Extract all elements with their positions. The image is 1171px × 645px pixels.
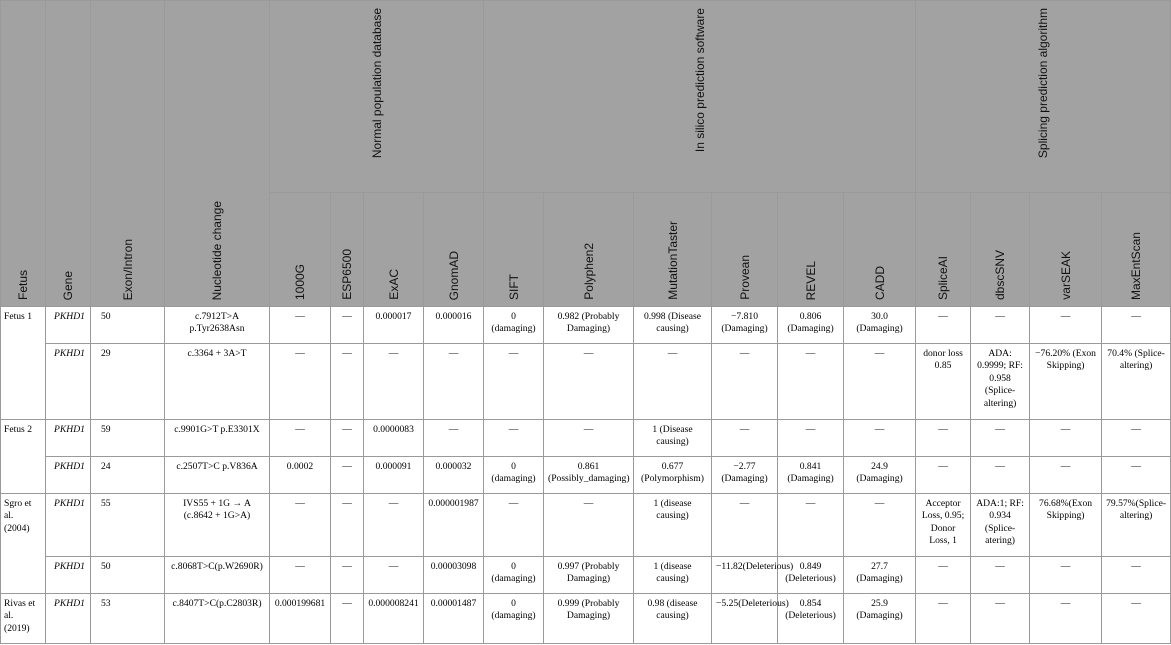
cell-provean: —	[712, 344, 778, 420]
cell-provean: —	[712, 494, 778, 557]
cell-spliceai: —	[916, 557, 971, 594]
cell-exon: 50	[91, 557, 165, 594]
cell-polyphen2: 0.861 (Possibly_damaging)	[544, 457, 634, 494]
cell-cadd: —	[844, 420, 916, 457]
cell-exon: 53	[91, 594, 165, 644]
cell-gene: PKHD1	[46, 307, 91, 344]
cell-1000g: 0.0002	[270, 457, 331, 494]
cell-maxentscan: —	[1102, 457, 1171, 494]
cell-provean: −2.77 (Damaging)	[712, 457, 778, 494]
cell-varseak: —	[1030, 457, 1102, 494]
header-esp6500: ESP6500	[331, 193, 364, 307]
header-polyphen2: Polyphen2	[544, 193, 634, 307]
cell-provean: −5.25(Deleterious)	[712, 594, 778, 644]
cell-1000g: —	[270, 307, 331, 344]
cell-varseak: −76.20% (Exon Skipping)	[1030, 344, 1102, 420]
cell-sift: 0 (damaging)	[484, 557, 544, 594]
header-maxentscan: MaxEntScan	[1102, 193, 1171, 307]
cell-sift: —	[484, 420, 544, 457]
cell-gnomad: 0.000016	[424, 307, 484, 344]
cell-provean: —	[712, 420, 778, 457]
cell-cadd: —	[844, 344, 916, 420]
cell-varseak: —	[1030, 420, 1102, 457]
cell-gene: PKHD1	[46, 594, 91, 644]
cell-gnomad: —	[424, 344, 484, 420]
header-fetus: Fetus	[1, 1, 46, 307]
cell-esp6500: —	[331, 344, 364, 420]
cell-maxentscan: —	[1102, 557, 1171, 594]
cell-exon: 29	[91, 344, 165, 420]
header-revel: REVEL	[778, 193, 844, 307]
cell-maxentscan: —	[1102, 307, 1171, 344]
cell-1000g: —	[270, 494, 331, 557]
cell-revel: 0.841 (Damaging)	[778, 457, 844, 494]
cell-gene: PKHD1	[46, 494, 91, 557]
cell-exac: —	[364, 494, 424, 557]
cell-spliceai: —	[916, 594, 971, 644]
cell-gnomad: 0.00003098	[424, 557, 484, 594]
cell-mutationtaster: 0.677 (Polymorphism)	[634, 457, 712, 494]
cell-revel: 0.806 (Damaging)	[778, 307, 844, 344]
cell-nucleotide: c.3364 + 3A>T	[165, 344, 270, 420]
cell-maxentscan: —	[1102, 594, 1171, 644]
cell-gene: PKHD1	[46, 557, 91, 594]
cell-1000g: —	[270, 344, 331, 420]
cell-nucleotide: IVS55 + 1G → A (c.8642 + 1G>A)	[165, 494, 270, 557]
table-row	[1, 344, 1171, 420]
cell-provean: −11.82(Deleterious)	[712, 557, 778, 594]
cell-exac: 0.000091	[364, 457, 424, 494]
cell-polyphen2: 0.997 (Probably Damaging)	[544, 557, 634, 594]
cell-polyphen2: 0.982 (Probably Damaging)	[544, 307, 634, 344]
cell-polyphen2: —	[544, 420, 634, 457]
cell-cadd: 25.9 (Damaging)	[844, 594, 916, 644]
cell-esp6500: —	[331, 420, 364, 457]
cell-polyphen2: 0.999 (Probably Damaging)	[544, 594, 634, 644]
cell-exac: —	[364, 344, 424, 420]
header-group-insilico: In silico prediction software	[484, 1, 916, 193]
cell-exon: 50	[91, 307, 165, 344]
header-exon-intron: Exon/Intron	[91, 1, 165, 307]
cell-mutationtaster: 0.998 (Disease causing)	[634, 307, 712, 344]
cell-sift: 0 (damaging)	[484, 594, 544, 644]
cell-provean: −7.810 (Damaging)	[712, 307, 778, 344]
cell-mutationtaster: 1 (disease causing)	[634, 494, 712, 557]
cell-sift: —	[484, 344, 544, 420]
header-provean: Provean	[712, 193, 778, 307]
fetus-label: Rivas et al. (2019)	[1, 594, 46, 644]
table-row	[1, 494, 1171, 557]
cell-cadd: 24.9 (Damaging)	[844, 457, 916, 494]
cell-cadd: 27.7 (Damaging)	[844, 557, 916, 594]
fetus-label: Fetus 2	[1, 420, 46, 494]
cell-dbscsnv: —	[971, 457, 1030, 494]
header-exac: ExAC	[364, 193, 424, 307]
header-1000g: 1000G	[270, 193, 331, 307]
header-dbscsnv: dbscSNV	[971, 193, 1030, 307]
header-sift: SIFT	[484, 193, 544, 307]
cell-cadd: 30.0 (Damaging)	[844, 307, 916, 344]
cell-exac: 0.000008241	[364, 594, 424, 644]
table-row	[1, 420, 1171, 457]
header-group-splicing: Splicing prediction algorithm	[916, 1, 1171, 193]
header-gene: Gene	[46, 1, 91, 307]
cell-gnomad: 0.00001487	[424, 594, 484, 644]
cell-maxentscan: 79.57%(Splice-altering)	[1102, 494, 1171, 557]
cell-mutationtaster: 1 (Disease causing)	[634, 420, 712, 457]
cell-sift: 0 (damaging)	[484, 457, 544, 494]
cell-1000g: —	[270, 557, 331, 594]
cell-spliceai: —	[916, 420, 971, 457]
cell-exon: 55	[91, 494, 165, 557]
cell-dbscsnv: ADA: 0.9999; RF: 0.958 (Splice-altering)	[971, 344, 1030, 420]
cell-revel: 0.854 (Deleterious)	[778, 594, 844, 644]
header-cadd: CADD	[844, 193, 916, 307]
cell-cadd: —	[844, 494, 916, 557]
cell-dbscsnv: —	[971, 594, 1030, 644]
cell-varseak: 76.68%(Exon Skipping)	[1030, 494, 1102, 557]
cell-exon: 24	[91, 457, 165, 494]
cell-mutationtaster: 1 (disease causing)	[634, 557, 712, 594]
cell-gene: PKHD1	[46, 420, 91, 457]
cell-esp6500: —	[331, 307, 364, 344]
header-spliceai: SpliceAI	[916, 193, 971, 307]
cell-exon: 59	[91, 420, 165, 457]
cell-dbscsnv: —	[971, 420, 1030, 457]
cell-mutationtaster: —	[634, 344, 712, 420]
header-mutationtaster: MutationTaster	[634, 193, 712, 307]
header-group-population: Normal population database	[270, 1, 484, 193]
cell-revel: 0.849 (Deleterious)	[778, 557, 844, 594]
cell-spliceai: donor loss 0.85	[916, 344, 971, 420]
cell-nucleotide: c.7912T>A p.Tyr2638Asn	[165, 307, 270, 344]
cell-spliceai: —	[916, 457, 971, 494]
cell-spliceai: —	[916, 307, 971, 344]
table-row	[1, 594, 1171, 644]
table-row	[1, 557, 1171, 594]
header-varseak: varSEAK	[1030, 193, 1102, 307]
cell-nucleotide: c.8068T>C(p.W2690R)	[165, 557, 270, 594]
cell-exac: —	[364, 557, 424, 594]
cell-esp6500: —	[331, 594, 364, 644]
header-nucleotide-change: Nucleotide change	[165, 1, 270, 307]
cell-revel: —	[778, 420, 844, 457]
cell-varseak: —	[1030, 594, 1102, 644]
cell-esp6500: —	[331, 457, 364, 494]
cell-revel: —	[778, 344, 844, 420]
cell-dbscsnv: —	[971, 557, 1030, 594]
cell-varseak: —	[1030, 307, 1102, 344]
cell-mutationtaster: 0.98 (disease causing)	[634, 594, 712, 644]
cell-sift: 0 (damaging)	[484, 307, 544, 344]
header-gnomad: GnomAD	[424, 193, 484, 307]
table-row	[1, 457, 1171, 494]
cell-gene: PKHD1	[46, 344, 91, 420]
cell-gnomad: —	[424, 420, 484, 457]
cell-exac: 0.0000083	[364, 420, 424, 457]
cell-1000g: —	[270, 420, 331, 457]
cell-gene: PKHD1	[46, 457, 91, 494]
cell-dbscsnv: —	[971, 307, 1030, 344]
cell-sift: —	[484, 494, 544, 557]
cell-esp6500: —	[331, 494, 364, 557]
cell-nucleotide: c.8407T>C(p.C2803R)	[165, 594, 270, 644]
fetus-label: Fetus 1	[1, 307, 46, 420]
cell-maxentscan: —	[1102, 420, 1171, 457]
cell-nucleotide: c.2507T>C p.V836A	[165, 457, 270, 494]
cell-varseak: —	[1030, 557, 1102, 594]
cell-nucleotide: c.9901G>T p.E3301X	[165, 420, 270, 457]
cell-polyphen2: —	[544, 344, 634, 420]
cell-revel: —	[778, 494, 844, 557]
cell-polyphen2: —	[544, 494, 634, 557]
table-row	[1, 307, 1171, 344]
cell-gnomad: 0.000032	[424, 457, 484, 494]
cell-maxentscan: 70.4% (Splice-altering)	[1102, 344, 1171, 420]
cell-1000g: 0.000199681	[270, 594, 331, 644]
cell-exac: 0.000017	[364, 307, 424, 344]
cell-gnomad: 0.000001987	[424, 494, 484, 557]
fetus-label: Sgro et al. (2004)	[1, 494, 46, 594]
cell-spliceai: Acceptor Loss, 0.95; Donor Loss, 1	[916, 494, 971, 557]
cell-dbscsnv: ADA:1; RF: 0.934 (Splice-atering)	[971, 494, 1030, 557]
cell-esp6500: —	[331, 557, 364, 594]
